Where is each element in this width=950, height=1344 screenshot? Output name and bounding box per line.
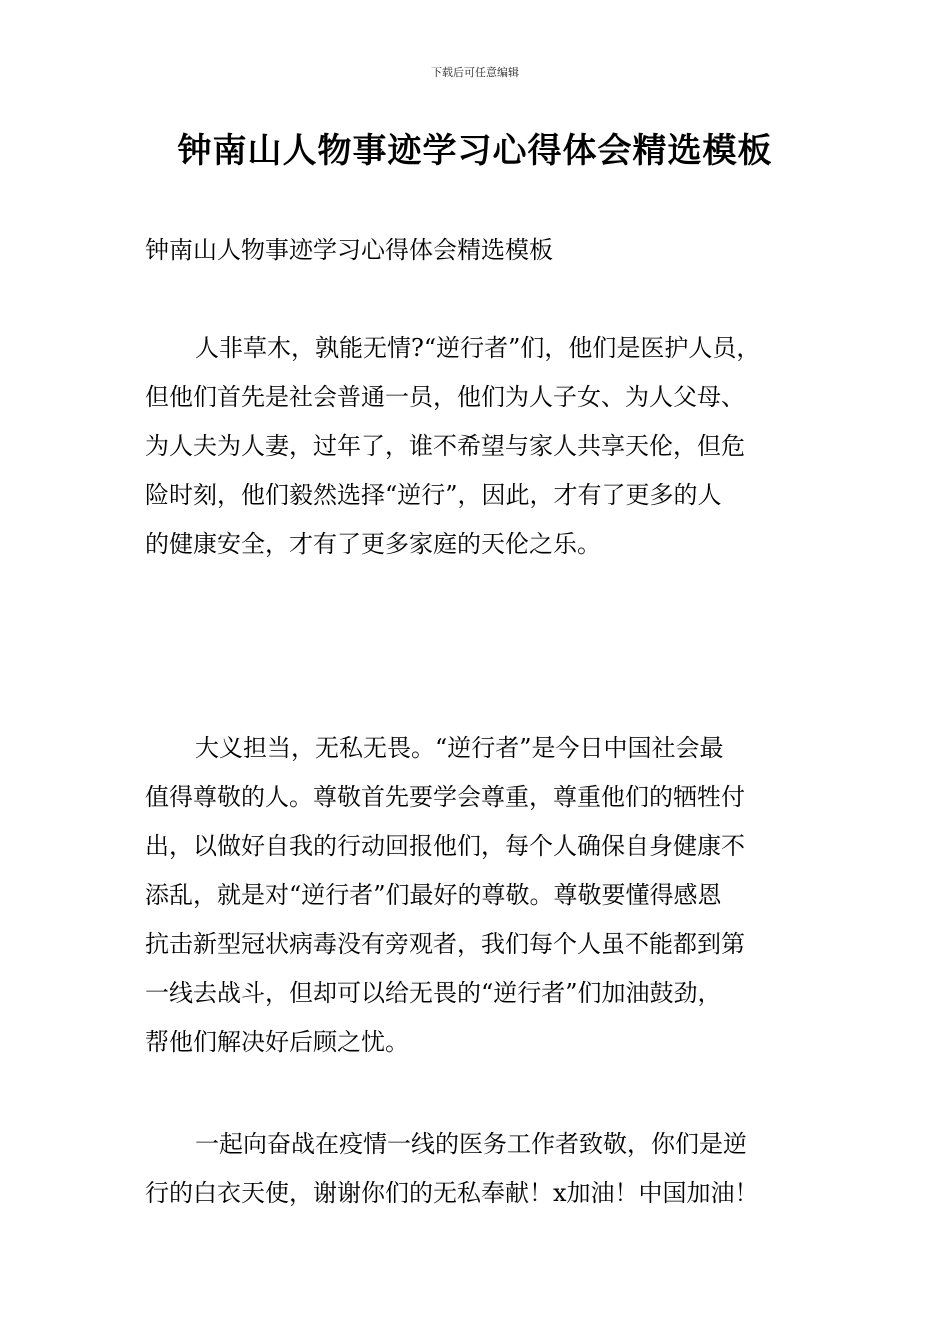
paragraph-line: 但他们首先是社会普通一员，他们为人子女、为人父母、 bbox=[145, 383, 745, 411]
paragraph-line: 出，以做好自我的行动回报他们，每个人确保自身健康不 bbox=[145, 832, 745, 860]
paragraph-line: 帮他们解决好后顾之忧。 bbox=[145, 1028, 409, 1056]
header-note: 下载后可任意编辑 bbox=[431, 66, 519, 79]
paragraph-line: 险时刻，他们毅然选择“逆行”，因此，才有了更多的人 bbox=[145, 481, 722, 509]
paragraph-1 bbox=[145, 324, 825, 569]
paragraph-line: 大义担当，无私无畏。“逆行者”是今日中国社会最 bbox=[195, 734, 724, 762]
paragraph-line: 的健康安全，才有了更多家庭的天伦之乐。 bbox=[145, 530, 601, 558]
document-subtitle: 钟南山人物事迹学习心得体会精选模板 bbox=[145, 236, 553, 264]
document-title: 钟南山人物事迹学习心得体会精选模板 bbox=[177, 131, 773, 171]
paragraph-line: 为人夫为人妻，过年了，谁不希望与家人共享天伦，但危 bbox=[145, 432, 745, 460]
paragraph-line: 值得尊敬的人。尊敬首先要学会尊重，尊重他们的牺牲付 bbox=[145, 783, 745, 811]
paragraph-line: 添乱，就是对“逆行者”们最好的尊敬。尊敬要懂得感恩 bbox=[145, 881, 722, 909]
paragraph-2 bbox=[145, 724, 825, 1067]
paragraph-line: 人非草木，孰能无情?“逆行者”们，他们是医护人员， bbox=[195, 334, 761, 362]
paragraph-line: 抗击新型冠状病毒没有旁观者，我们每个人虽不能都到第 bbox=[145, 930, 745, 958]
paragraph-3 bbox=[145, 1120, 825, 1218]
paragraph-line: 行的白衣天使，谢谢你们的无私奉献！x加油！中国加油！ bbox=[145, 1179, 759, 1207]
paragraph-line: 一线去战斗，但却可以给无畏的“逆行者”们加油鼓劲， bbox=[145, 979, 722, 1007]
paragraph-line: 一起向奋战在疫情一线的医务工作者致敬，你们是逆 bbox=[195, 1130, 747, 1158]
